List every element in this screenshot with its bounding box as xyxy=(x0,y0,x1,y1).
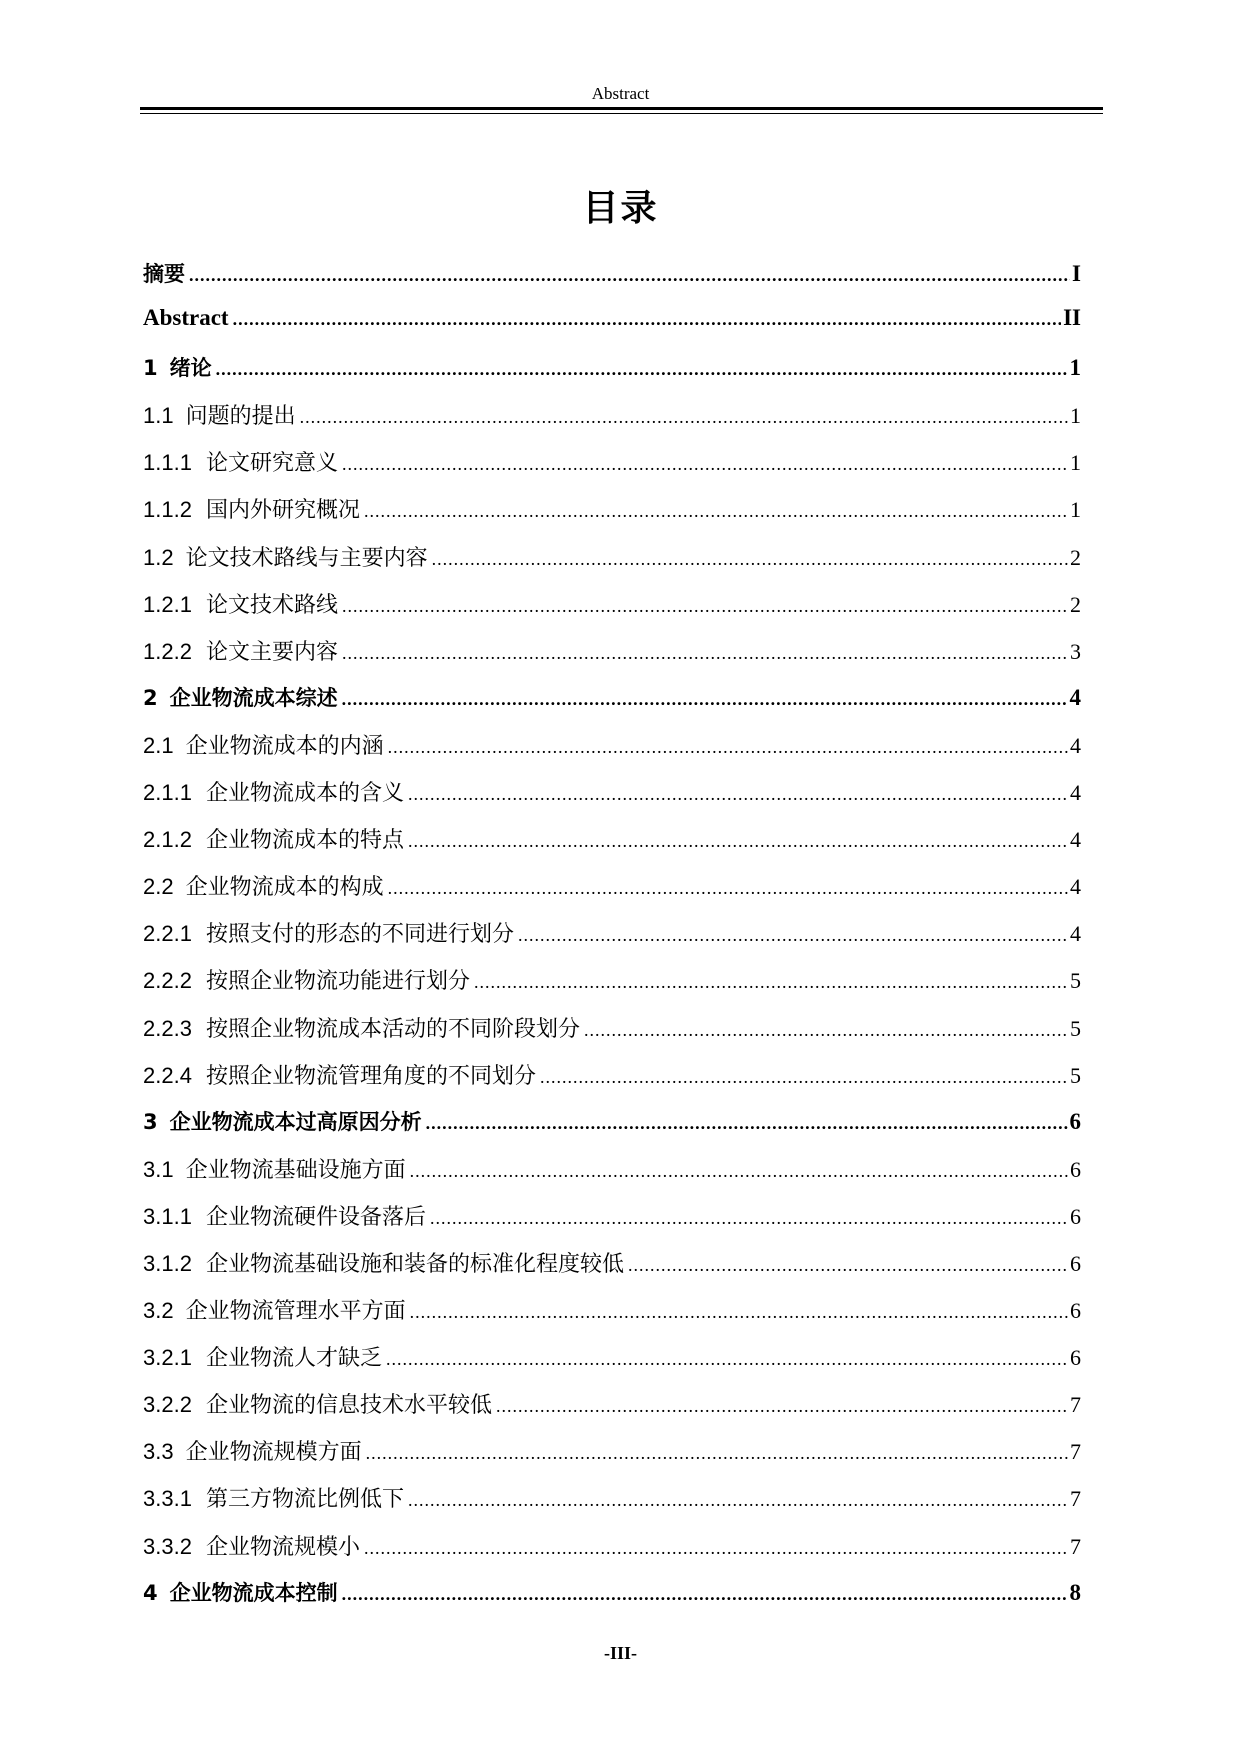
toc-entry[interactable] xyxy=(143,1153,1081,1200)
toc-dot-leader xyxy=(410,1302,1068,1323)
toc-entry-title: 企业物流管理水平方面 xyxy=(185,1299,406,1325)
toc-entry[interactable] xyxy=(143,635,1081,682)
toc-entry-number: 2.2.1 xyxy=(143,921,192,947)
toc-entry[interactable] xyxy=(143,823,1081,870)
toc-entry-title: 企业物流成本控制 xyxy=(169,1580,338,1605)
toc-dot-leader xyxy=(366,1443,1068,1464)
toc-dot-leader xyxy=(426,1113,1068,1134)
toc-entry-page: 6 xyxy=(1070,1250,1081,1276)
toc-entry-title: 企业物流成本综述 xyxy=(169,685,338,710)
toc-dot-leader xyxy=(408,1490,1068,1511)
toc-entry[interactable] xyxy=(143,1482,1081,1529)
toc-dot-leader xyxy=(540,1067,1068,1088)
toc-entry-label xyxy=(143,964,470,995)
toc-entry-label xyxy=(143,729,384,760)
toc-entry-number: 3.3.1 xyxy=(143,1486,192,1512)
toc-entry-label xyxy=(143,635,338,666)
toc-entry-number: 3.2 xyxy=(143,1298,174,1324)
toc-entry-title: 企业物流成本的内涵 xyxy=(185,733,384,759)
toc-entry-label xyxy=(143,1435,362,1466)
toc-entry-page: 8 xyxy=(1069,1579,1081,1605)
toc-entry[interactable] xyxy=(143,1012,1081,1059)
table-of-contents xyxy=(143,258,1081,1624)
toc-dot-leader xyxy=(410,1161,1068,1182)
toc-dot-leader xyxy=(408,831,1068,852)
toc-entry-number: 2.1.1 xyxy=(143,780,192,806)
toc-entry-page: 1 xyxy=(1070,497,1081,523)
toc-entry[interactable] xyxy=(143,682,1081,729)
toc-dot-leader xyxy=(474,972,1068,993)
toc-entry-title: 企业物流规模方面 xyxy=(185,1440,362,1466)
toc-dot-leader xyxy=(432,549,1068,570)
toc-entry-title: 企业物流的信息技术水平较低 xyxy=(205,1393,492,1419)
toc-dot-leader xyxy=(430,1208,1068,1229)
toc-entry[interactable] xyxy=(143,1530,1081,1577)
toc-entry[interactable] xyxy=(143,446,1081,493)
toc-entry-label xyxy=(143,493,360,524)
toc-entry-number: 2 xyxy=(143,685,158,710)
toc-entry-page: 4 xyxy=(1070,780,1081,806)
toc-entry-page: 4 xyxy=(1070,827,1081,853)
toc-entry-label xyxy=(143,682,338,712)
toc-entry[interactable] xyxy=(143,493,1081,540)
toc-entry-page: 4 xyxy=(1070,732,1081,758)
toc-dot-leader xyxy=(496,1396,1068,1417)
toc-entry-page: 4 xyxy=(1069,684,1081,710)
toc-dot-leader xyxy=(342,643,1068,664)
toc-entry-title: 论文主要内容 xyxy=(205,639,338,665)
toc-dot-leader xyxy=(628,1255,1068,1276)
toc-dot-leader xyxy=(342,596,1068,617)
toc-entry-title: 企业物流硬件设备落后 xyxy=(205,1204,426,1230)
toc-entry[interactable] xyxy=(143,1341,1081,1388)
toc-entry[interactable] xyxy=(143,352,1081,399)
toc-entry-number: 3.2.1 xyxy=(143,1345,192,1371)
toc-entry-title: 按照企业物流成本活动的不同阶段划分 xyxy=(205,1016,580,1042)
toc-entry-number: 2.1.2 xyxy=(143,827,192,853)
running-header: Abstract xyxy=(591,84,650,103)
toc-entry-number: 1.1 xyxy=(143,403,174,429)
toc-entry-title: 企业物流规模小 xyxy=(205,1534,360,1560)
toc-dot-leader xyxy=(388,878,1068,899)
toc-entry-number: 2.2 xyxy=(143,874,174,900)
toc-dot-leader xyxy=(518,925,1068,946)
toc-entry-label xyxy=(143,1482,404,1513)
toc-entry-page: 7 xyxy=(1070,1533,1081,1559)
toc-entry-title: Abstract xyxy=(143,305,229,331)
toc-entry-label xyxy=(143,1247,624,1278)
toc-entry-label xyxy=(143,305,229,331)
page-title: 目录 xyxy=(582,188,659,229)
toc-entry[interactable] xyxy=(143,729,1081,776)
toc-entry-label xyxy=(143,446,338,477)
toc-entry-label xyxy=(143,1153,406,1184)
toc-entry-page: 2 xyxy=(1070,591,1081,617)
toc-entry[interactable] xyxy=(143,258,1081,305)
toc-entry-title: 论文技术路线与主要内容 xyxy=(185,545,428,571)
toc-entry-title: 企业物流成本的构成 xyxy=(185,875,384,901)
toc-entry-label xyxy=(143,1388,492,1419)
toc-dot-leader xyxy=(342,689,1068,710)
toc-entry-label xyxy=(143,1294,406,1325)
toc-entry-title: 企业物流成本的含义 xyxy=(205,781,404,807)
toc-entry[interactable] xyxy=(143,588,1081,635)
toc-dot-leader xyxy=(342,454,1068,475)
toc-entry-title: 按照企业物流管理角度的不同划分 xyxy=(205,1063,536,1089)
toc-entry-title: 国内外研究概况 xyxy=(205,498,360,524)
toc-entry-label xyxy=(143,870,384,901)
toc-entry-page: 4 xyxy=(1070,874,1081,900)
toc-dot-leader xyxy=(189,265,1070,286)
toc-entry-title: 按照支付的形态的不同进行划分 xyxy=(205,922,514,948)
toc-entry-page: 6 xyxy=(1070,1345,1081,1371)
toc-entry-label xyxy=(143,541,428,572)
toc-entry-label xyxy=(143,1059,536,1090)
toc-entry[interactable] xyxy=(143,1435,1081,1482)
header-rule-thick xyxy=(140,107,1103,110)
toc-dot-leader xyxy=(364,501,1068,522)
toc-entry[interactable] xyxy=(143,305,1081,352)
toc-entry-label xyxy=(143,588,338,619)
toc-entry-page: 7 xyxy=(1070,1439,1081,1465)
toc-entry-title: 绪论 xyxy=(169,356,212,381)
toc-entry-page: 6 xyxy=(1070,1203,1081,1229)
toc-entry[interactable] xyxy=(143,1577,1081,1624)
toc-entry[interactable] xyxy=(143,964,1081,1011)
toc-entry-label xyxy=(143,258,185,288)
toc-entry-page: 4 xyxy=(1070,921,1081,947)
toc-entry-number: 3.1.2 xyxy=(143,1250,192,1276)
toc-entry-number: 1 xyxy=(143,356,158,381)
toc-entry-number: 1.2 xyxy=(143,544,174,570)
toc-entry-page: II xyxy=(1063,305,1081,331)
toc-entry-page: 5 xyxy=(1070,1062,1081,1088)
toc-entry-number: 3.1.1 xyxy=(143,1203,192,1229)
toc-entry-page: 1 xyxy=(1069,355,1081,381)
toc-entry[interactable] xyxy=(143,917,1081,964)
toc-entry-number: 1.2.2 xyxy=(143,638,192,664)
toc-entry-number: 1.1.2 xyxy=(143,497,192,523)
toc-entry[interactable] xyxy=(143,870,1081,917)
toc-entry[interactable] xyxy=(143,1200,1081,1247)
toc-entry[interactable] xyxy=(143,1294,1081,1341)
toc-entry-label xyxy=(143,917,514,948)
toc-entry-number: 4 xyxy=(143,1580,158,1605)
toc-dot-leader xyxy=(386,1349,1068,1370)
toc-dot-leader xyxy=(364,1538,1068,1559)
toc-entry-number: 2.2.2 xyxy=(143,968,192,994)
toc-entry-title: 按照企业物流功能进行划分 xyxy=(205,969,470,995)
toc-entry-number: 2.2.4 xyxy=(143,1062,192,1088)
toc-entry[interactable] xyxy=(143,1247,1081,1294)
toc-entry-number: 1.1.1 xyxy=(143,450,192,476)
toc-entry-label xyxy=(143,1106,422,1136)
toc-entry-page: 1 xyxy=(1070,450,1081,476)
toc-entry-title: 企业物流成本的特点 xyxy=(205,828,404,854)
toc-entry-number: 3.3.2 xyxy=(143,1533,192,1559)
toc-entry-page: 2 xyxy=(1070,544,1081,570)
toc-dot-leader xyxy=(300,407,1068,428)
toc-entry[interactable] xyxy=(143,399,1081,446)
toc-entry-page: 6 xyxy=(1069,1108,1081,1134)
toc-entry-title: 企业物流人才缺乏 xyxy=(205,1346,382,1372)
toc-entry-page: 6 xyxy=(1070,1156,1081,1182)
toc-entry-label xyxy=(143,1341,382,1372)
toc-entry-title: 摘要 xyxy=(143,262,185,286)
page-number: -III- xyxy=(603,1643,637,1663)
toc-entry-label xyxy=(143,823,404,854)
toc-dot-leader xyxy=(342,1584,1068,1605)
toc-entry-label xyxy=(143,1200,426,1231)
toc-entry-label xyxy=(143,1577,338,1607)
toc-entry-page: 5 xyxy=(1070,1015,1081,1041)
toc-entry-label xyxy=(143,399,296,430)
toc-entry-label xyxy=(143,776,404,807)
toc-entry-number: 2.2.3 xyxy=(143,1015,192,1041)
toc-dot-leader xyxy=(584,1020,1068,1041)
toc-entry-number: 3.2.2 xyxy=(143,1392,192,1418)
toc-entry-page: I xyxy=(1072,261,1081,286)
header-rule-thin xyxy=(140,113,1103,114)
toc-dot-leader xyxy=(388,737,1068,758)
toc-entry-title: 论文技术路线 xyxy=(205,592,338,618)
toc-entry-page: 3 xyxy=(1070,638,1081,664)
toc-entry-title: 企业物流成本过高原因分析 xyxy=(169,1109,422,1134)
toc-entry-title: 企业物流基础设施方面 xyxy=(185,1157,406,1183)
toc-entry[interactable] xyxy=(143,1059,1081,1106)
toc-entry-page: 6 xyxy=(1070,1298,1081,1324)
toc-entry-number: 1.2.1 xyxy=(143,591,192,617)
toc-entry-number: 2.1 xyxy=(143,732,174,758)
toc-entry-label xyxy=(143,352,212,382)
toc-dot-leader xyxy=(216,359,1068,380)
toc-entry-title: 企业物流基础设施和装备的标准化程度较低 xyxy=(205,1251,624,1277)
toc-dot-leader xyxy=(233,309,1062,330)
toc-entry-page: 7 xyxy=(1070,1486,1081,1512)
toc-entry-page: 7 xyxy=(1070,1392,1081,1418)
toc-entry-label xyxy=(143,1530,360,1561)
toc-entry-number: 3.3 xyxy=(143,1439,174,1465)
toc-entry[interactable] xyxy=(143,1388,1081,1435)
toc-entry[interactable] xyxy=(143,1106,1081,1153)
toc-entry-number: 3 xyxy=(143,1109,158,1134)
toc-entry-page: 5 xyxy=(1070,968,1081,994)
toc-entry-title: 论文研究意义 xyxy=(205,451,338,477)
toc-entry-page: 1 xyxy=(1070,403,1081,429)
toc-entry-title: 问题的提出 xyxy=(185,404,296,430)
toc-dot-leader xyxy=(408,784,1068,805)
toc-entry-label xyxy=(143,1012,580,1043)
toc-entry-title: 第三方物流比例低下 xyxy=(205,1487,404,1513)
toc-entry[interactable] xyxy=(143,541,1081,588)
toc-entry[interactable] xyxy=(143,776,1081,823)
toc-entry-number: 3.1 xyxy=(143,1156,174,1182)
